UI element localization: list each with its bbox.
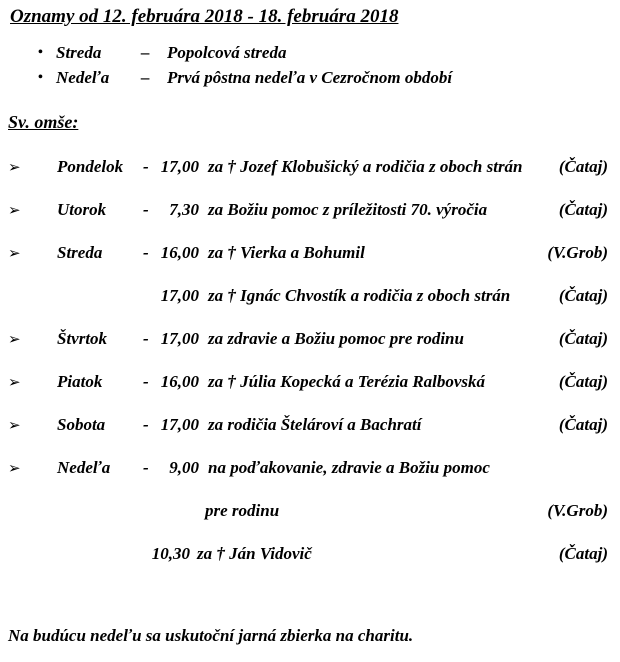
- bullet-icon: •: [38, 45, 43, 60]
- mass-place: (Čataj): [558, 544, 608, 563]
- mass-day: Nedeľa: [57, 458, 111, 477]
- mass-place: (Čataj): [558, 200, 608, 219]
- mass-intention: za † Júlia Kopecká a Terézia Ralbovská: [208, 372, 486, 391]
- mass-day: Utorok: [57, 200, 107, 219]
- footer-announcement: Na budúcu nedeľu sa uskutoční jarná zbierka na charitu.: [8, 626, 414, 645]
- feast-day: Streda: [56, 43, 102, 62]
- mass-intention: za † Ignác Chvostík a rodičia z oboch strán: [208, 286, 511, 305]
- mass-intention: na poďakovanie, zdravie a Božiu pomoc: [208, 458, 490, 477]
- section-title: Sv. omše:: [8, 112, 79, 132]
- mass-dash: -: [143, 157, 149, 176]
- mass-row: [0, 458, 620, 482]
- feast-name: Prvá pôstna nedeľa v Cezročnom období: [167, 68, 453, 87]
- mass-dash: -: [143, 415, 149, 434]
- arrow-bullet-icon: ➢: [8, 332, 21, 348]
- mass-row: [0, 157, 620, 181]
- mass-row: [0, 501, 620, 525]
- mass-dash: -: [143, 200, 149, 219]
- mass-day: Piatok: [57, 372, 103, 391]
- mass-intention: za † Jozef Klobušický a rodičia z oboch strán: [208, 157, 523, 176]
- mass-time: 10,30: [151, 544, 190, 563]
- mass-place: (Čataj): [558, 286, 608, 305]
- mass-dash: -: [143, 372, 149, 391]
- bullet-icon: •: [38, 70, 43, 85]
- mass-time: 17,00: [160, 157, 199, 176]
- mass-row: [0, 544, 620, 568]
- feast-name: Popolcová streda: [167, 43, 287, 62]
- mass-day: Pondelok: [57, 157, 124, 176]
- mass-dash: -: [143, 243, 149, 262]
- mass-time: 9,00: [169, 458, 199, 477]
- mass-time: 17,00: [160, 415, 199, 434]
- mass-dash: -: [143, 458, 149, 477]
- mass-intention: za † Ján Vidovič: [197, 544, 312, 563]
- feast-dash: –: [141, 43, 150, 62]
- mass-row: [0, 329, 620, 353]
- mass-intention: za zdravie a Božiu pomoc pre rodinu: [208, 329, 464, 348]
- page-title: Oznamy od 12. februára 2018 - 18. februára 2018: [10, 6, 399, 27]
- mass-intention: pre rodinu: [205, 501, 280, 520]
- mass-place: (Čataj): [558, 415, 608, 434]
- mass-place: (V.Grob): [547, 501, 608, 520]
- arrow-bullet-icon: ➢: [8, 418, 21, 434]
- feast-item: [0, 43, 620, 65]
- mass-intention: za Božiu pomoc z príležitosti 70. výročia: [208, 200, 488, 219]
- mass-time: 17,00: [160, 286, 199, 305]
- feast-item: [0, 68, 620, 90]
- arrow-bullet-icon: ➢: [8, 246, 21, 262]
- arrow-bullet-icon: ➢: [8, 160, 21, 176]
- mass-intention: za † Vierka a Bohumil: [208, 243, 365, 262]
- mass-time: 16,00: [160, 372, 199, 391]
- mass-day: Sobota: [57, 415, 106, 434]
- mass-day: Štvrtok: [57, 329, 108, 348]
- mass-time: 17,00: [160, 329, 199, 348]
- mass-row: [0, 286, 620, 310]
- mass-intention: za rodičia Štelároví a Bachratí: [208, 415, 422, 434]
- arrow-bullet-icon: ➢: [8, 203, 21, 219]
- mass-time: 7,30: [169, 200, 199, 219]
- mass-place: (Čataj): [558, 157, 608, 176]
- feast-day: Nedeľa: [56, 68, 110, 87]
- mass-day: Streda: [57, 243, 103, 262]
- mass-dash: -: [143, 329, 149, 348]
- mass-row: [0, 372, 620, 396]
- arrow-bullet-icon: ➢: [8, 375, 21, 391]
- mass-place: (Čataj): [558, 329, 608, 348]
- mass-row: [0, 243, 620, 267]
- mass-place: (Čataj): [558, 372, 608, 391]
- mass-place: (V.Grob): [547, 243, 608, 262]
- mass-row: [0, 200, 620, 224]
- feast-dash: –: [141, 68, 150, 87]
- arrow-bullet-icon: ➢: [8, 461, 21, 477]
- mass-time: 16,00: [160, 243, 199, 262]
- mass-row: [0, 415, 620, 439]
